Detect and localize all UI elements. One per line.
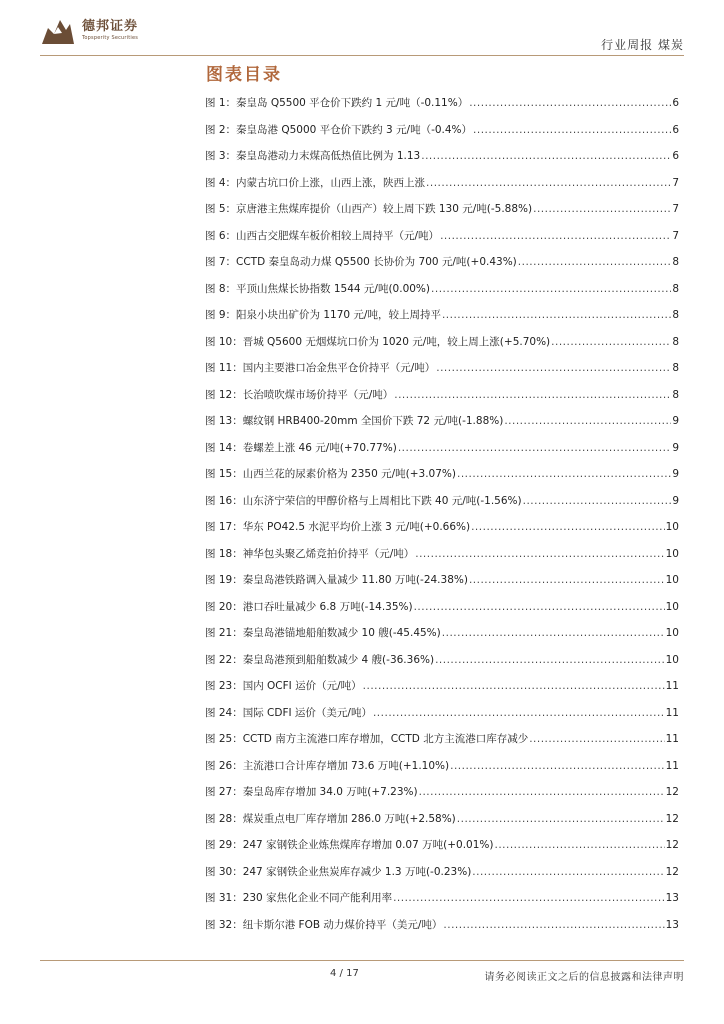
toc-item-page: 10 (665, 627, 679, 639)
toc-item-page: 11 (665, 680, 679, 692)
toc-item-label: 图 32：纽卡斯尔港 FOB 动力煤价持平（美元/吨） (205, 918, 443, 931)
toc-item-page: 8 (672, 256, 679, 268)
toc-item-page: 6 (672, 123, 679, 136)
toc-item[interactable] (205, 625, 679, 652)
toc-leader-dots (469, 574, 665, 586)
toc-item-label: 图 21：秦皇岛港锚地船舶数减少 10 艘(-45.45%) (205, 627, 441, 639)
toc-item-page: 12 (665, 865, 679, 878)
toc-item-page: 13 (665, 918, 679, 931)
toc-item-label: 图 14：卷螺差上涨 46 元/吨(+70.77%) (205, 441, 397, 454)
toc-item[interactable] (205, 175, 679, 202)
toc-leader-dots (394, 389, 671, 401)
toc-item-label: 图 12：长治喷吹煤市场价持平（元/吨） (205, 388, 394, 401)
toc-leader-dots (393, 892, 665, 904)
toc-item[interactable] (205, 95, 679, 122)
toc-leader-dots (431, 283, 671, 295)
logo-name-cn: 德邦证券 (82, 18, 139, 34)
toc-leader-dots (518, 256, 672, 268)
toc-item[interactable] (205, 281, 679, 308)
logo-name-en: Topsperity Securities (82, 34, 139, 41)
toc-leader-dots (421, 150, 671, 162)
toc-leader-dots (415, 548, 664, 560)
toc-item-label: 图 7：CCTD 秦皇岛动力煤 Q5500 长协价为 700 元/吨(+0.43%) (205, 256, 517, 268)
toc-leader-dots (472, 866, 664, 878)
toc-item[interactable] (205, 731, 679, 758)
toc-item-label: 图 1：秦皇岛 Q5500 平仓价下跌约 1 元/吨（-0.11%） (205, 97, 469, 109)
toc-leader-dots (533, 203, 671, 215)
toc-item-label: 图 29：247 家钢铁企业炼焦煤库存增加 0.07 万吨(+0.01%) (205, 839, 494, 851)
toc-item[interactable] (205, 466, 679, 493)
toc-item[interactable] (205, 413, 679, 440)
toc-item-page: 11 (665, 706, 679, 719)
toc-leader-dots (442, 627, 665, 639)
toc-item-label: 图 16：山东济宁荣信的甲醇价格与上周相比下跌 40 元/吨(-1.56%) (205, 494, 522, 507)
toc-item-label: 图 4：内蒙古坑口价上涨，山西上涨，陕西上涨 (205, 176, 426, 189)
toc-item-page: 7 (672, 203, 679, 215)
toc-item-page: 11 (665, 759, 679, 772)
toc-item-page: 8 (672, 309, 679, 321)
toc-item[interactable] (205, 201, 679, 228)
toc-item[interactable] (205, 546, 679, 573)
toc-item[interactable] (205, 811, 679, 838)
toc-item-page: 9 (672, 494, 679, 507)
toc-item-label: 图 13：螺纹钢 HRB400-20mm 全国价下跌 72 元/吨(-1.88%) (205, 415, 504, 427)
toc-item-page: 13 (665, 892, 679, 904)
toc-item-page: 6 (672, 150, 679, 162)
toc-leader-dots (450, 760, 665, 772)
toc-item[interactable] (205, 254, 679, 281)
toc-leader-dots (442, 309, 671, 321)
toc-item-label: 图 6：山西古交肥煤车板价相较上周持平（元/吨） (205, 229, 440, 242)
toc-item-label: 图 2：秦皇岛港 Q5000 平仓价下跌约 3 元/吨（-0.4%） (205, 123, 473, 136)
toc-item[interactable] (205, 917, 679, 944)
toc-item[interactable] (205, 228, 679, 255)
toc-leader-dots (363, 680, 665, 692)
toc-item[interactable] (205, 678, 679, 705)
toc-item[interactable] (205, 148, 679, 175)
toc-item[interactable] (205, 122, 679, 149)
toc-item-page: 10 (665, 600, 679, 613)
toc-item-label: 图 3：秦皇岛港动力末煤高低热值比例为 1.13 (205, 150, 421, 162)
toc-item-label: 图 22：秦皇岛港预到船舶数减少 4 艘(-36.36%) (205, 653, 435, 666)
toc-item-page: 6 (672, 97, 679, 109)
toc-item-page: 12 (665, 786, 679, 798)
toc-leader-dots (473, 124, 671, 136)
toc-item-page: 7 (672, 229, 679, 242)
toc-item[interactable] (205, 837, 679, 864)
toc-item[interactable] (205, 864, 679, 891)
toc-leader-dots (504, 415, 671, 427)
toc-leader-dots (457, 813, 665, 825)
toc-list (205, 95, 679, 943)
footer-disclaimer: 请务必阅读正文之后的信息披露和法律声明 (484, 972, 684, 983)
toc-item[interactable] (205, 652, 679, 679)
toc-item[interactable] (205, 334, 679, 361)
toc-item-page: 9 (672, 415, 679, 427)
toc-item[interactable] (205, 890, 679, 917)
company-logo (40, 14, 138, 46)
toc-item-page: 8 (672, 335, 679, 348)
toc-item-page: 8 (672, 362, 679, 374)
toc-item[interactable] (205, 784, 679, 811)
toc-item-label: 图 8：平顶山焦煤长协指数 1544 元/吨(0.00%) (205, 282, 431, 295)
toc-item[interactable] (205, 599, 679, 626)
toc-item-page: 8 (672, 282, 679, 295)
toc-leader-dots (426, 177, 671, 189)
toc-leader-dots (419, 786, 665, 798)
toc-item-label: 图 27：秦皇岛库存增加 34.0 万吨(+7.23%) (205, 786, 418, 798)
toc-item-label: 图 11：国内主要港口冶金焦平仓价持平（元/吨） (205, 362, 436, 374)
toc-item[interactable] (205, 360, 679, 387)
toc-item-page: 10 (665, 521, 679, 533)
toc-leader-dots (551, 336, 671, 348)
toc-title: 图表目录 (206, 65, 282, 85)
toc-item-page: 10 (665, 653, 679, 666)
company-logo-icon (40, 14, 76, 46)
toc-leader-dots (414, 601, 665, 613)
toc-item-page: 9 (672, 441, 679, 454)
toc-leader-dots (457, 468, 671, 480)
toc-leader-dots (440, 230, 671, 242)
toc-item[interactable] (205, 572, 679, 599)
toc-item-label: 图 17：华东 PO42.5 水泥平均价上涨 3 元/吨(+0.66%) (205, 521, 471, 533)
toc-leader-dots (435, 654, 665, 666)
toc-item-label: 图 30：247 家钢铁企业焦炭库存减少 1.3 万吨(-0.23%) (205, 865, 472, 878)
toc-item[interactable] (205, 307, 679, 334)
toc-item-label: 图 15：山西兰花的尿素价格为 2350 元/吨(+3.07%) (205, 468, 456, 480)
toc-leader-dots (373, 707, 665, 719)
report-type-label: 行业周报 煤炭 (601, 38, 684, 52)
toc-leader-dots (494, 839, 664, 851)
page-header (0, 0, 724, 60)
toc-leader-dots (398, 442, 672, 454)
toc-item[interactable] (205, 493, 679, 520)
toc-item[interactable] (205, 758, 679, 785)
toc-item-label: 图 25：CCTD 南方主流港口库存增加，CCTD 北方主流港口库存减少 (205, 733, 529, 745)
toc-item[interactable] (205, 519, 679, 546)
toc-item-label: 图 10：晋城 Q5600 无烟煤坑口价为 1020 元/吨，较上周上涨(+5.70%) (205, 335, 551, 348)
toc-item-label: 图 24：国际 CDFI 运价（美元/吨） (205, 706, 372, 719)
header-divider (40, 55, 684, 56)
toc-item-page: 8 (672, 388, 679, 401)
toc-item-label: 图 19：秦皇岛港铁路调入量减少 11.80 万吨(-24.38%) (205, 574, 468, 586)
page-number: 4 / 17 (330, 968, 359, 979)
toc-item-label: 图 31：230 家焦化企业不同产能利用率 (205, 892, 393, 904)
toc-item[interactable] (205, 387, 679, 414)
toc-leader-dots (471, 521, 665, 533)
toc-item-page: 12 (665, 839, 679, 851)
toc-leader-dots (523, 495, 672, 507)
toc-item-label: 图 20：港口吞吐量减少 6.8 万吨(-14.35%) (205, 600, 413, 613)
toc-leader-dots (436, 362, 671, 374)
toc-item-page: 11 (665, 733, 679, 745)
toc-item-page: 10 (665, 547, 679, 560)
toc-item-page: 7 (672, 176, 679, 189)
toc-item-label: 图 18：神华包头聚乙烯竞拍价持平（元/吨） (205, 547, 415, 560)
toc-item[interactable] (205, 440, 679, 467)
footer-divider (40, 960, 684, 961)
toc-item-label: 图 9：阳泉小块出矿价为 1170 元/吨，较上周持平 (205, 309, 441, 321)
toc-item-label: 图 26：主流港口合计库存增加 73.6 万吨(+1.10%) (205, 759, 450, 772)
toc-item[interactable] (205, 705, 679, 732)
toc-leader-dots (469, 97, 671, 109)
toc-leader-dots (443, 919, 664, 931)
toc-item-label: 图 28：煤炭重点电厂库存增加 286.0 万吨(+2.58%) (205, 812, 456, 825)
toc-item-label: 图 23：国内 OCFI 运价（元/吨） (205, 680, 362, 692)
toc-leader-dots (529, 733, 664, 745)
toc-item-page: 10 (665, 574, 679, 586)
toc-item-page: 9 (672, 468, 679, 480)
toc-item-label: 图 5：京唐港主焦煤库提价（山西产）较上周下跌 130 元/吨(-5.88%) (205, 203, 533, 215)
toc-item-page: 12 (665, 812, 679, 825)
